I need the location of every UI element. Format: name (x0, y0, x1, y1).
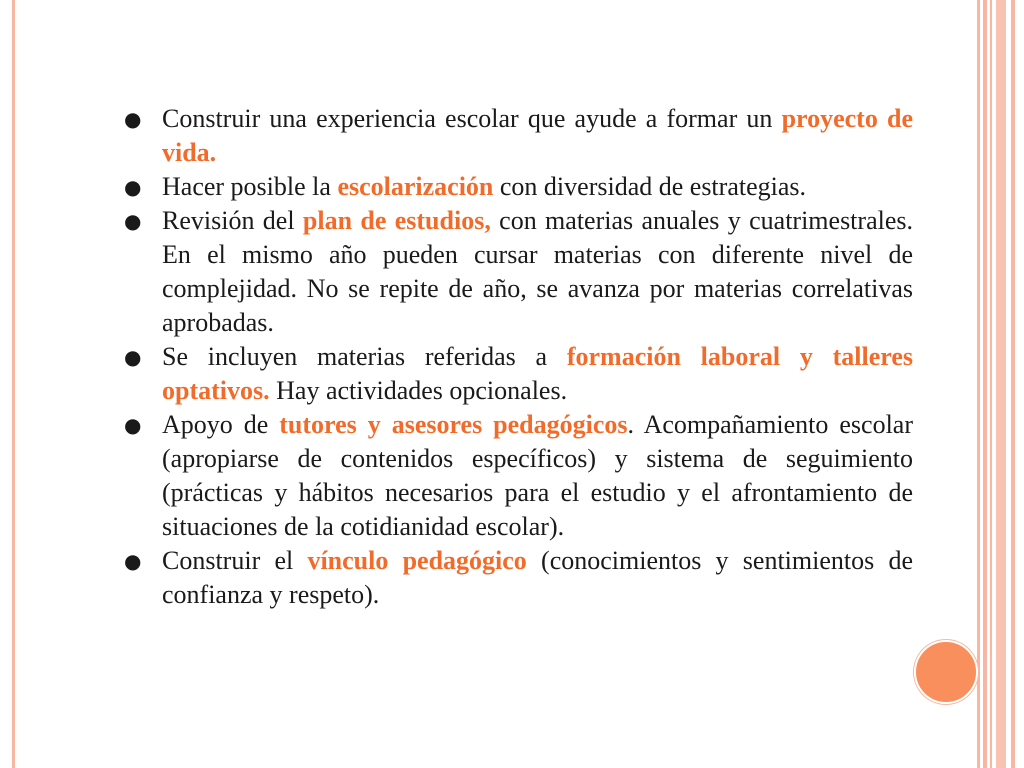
bullet-dot-icon: ● (124, 107, 142, 131)
decorative-circle-icon (914, 640, 978, 704)
bullet-dot-icon: ● (124, 345, 142, 369)
left-frame-line (12, 0, 15, 768)
highlight-text: escolarización (337, 172, 494, 201)
right-frame-stripe (1011, 0, 1015, 768)
slide-content (120, 102, 913, 612)
bullet-dot-icon: ● (124, 209, 142, 233)
bullet-item: ● Se incluyen materias referidas a formación laboral y talleres optativos. Hay actividades opcionales. (124, 342, 914, 405)
highlight-text: proyecto de vida. (162, 104, 913, 167)
right-frame-stripe (977, 0, 980, 768)
highlight-text: tutores y asesores pedagógicos (279, 410, 628, 439)
bullet-dot-icon: ● (124, 413, 142, 437)
bullet-item: ● Revisión del plan de estudios, con materias anuales y cuatrimestrales. En el mismo año pueden cursar materias con diferente nivel de complejidad. No se repite de año, se avanza por materias correlativas aprobadas. (124, 206, 913, 337)
right-frame-stripe (990, 0, 992, 768)
right-frame-stripe (996, 0, 1006, 768)
bullet-item: ● Construir el vínculo pedagógico (conocimientos y sentimientos de confianza y respeto). (124, 546, 913, 609)
right-frame-stripe (983, 0, 987, 768)
bullet-list (120, 102, 913, 612)
highlight-text: formación laboral y talleres optativos. (162, 342, 914, 405)
bullet-item: ● Hacer posible la escolarización con diversidad de estrategias. (120, 170, 913, 204)
bullet-dot-icon: ● (124, 175, 142, 199)
bullet-item: ● Construir una experiencia escolar que ayude a formar un proyecto de vida. (124, 104, 913, 167)
highlight-text: vínculo pedagógico (307, 546, 527, 575)
bullet-dot-icon: ● (124, 549, 142, 573)
highlight-text: plan de estudios, (302, 206, 491, 235)
bullet-item: ● Apoyo de tutores y asesores pedagógicos. Acompañamiento escolar (apropiarse de contenidos específicos) y sistema de seguimiento (prácticas y hábitos necesarios para el estudio y el afrontamiento de situaciones de la cotidianidad escolar). (124, 410, 913, 541)
